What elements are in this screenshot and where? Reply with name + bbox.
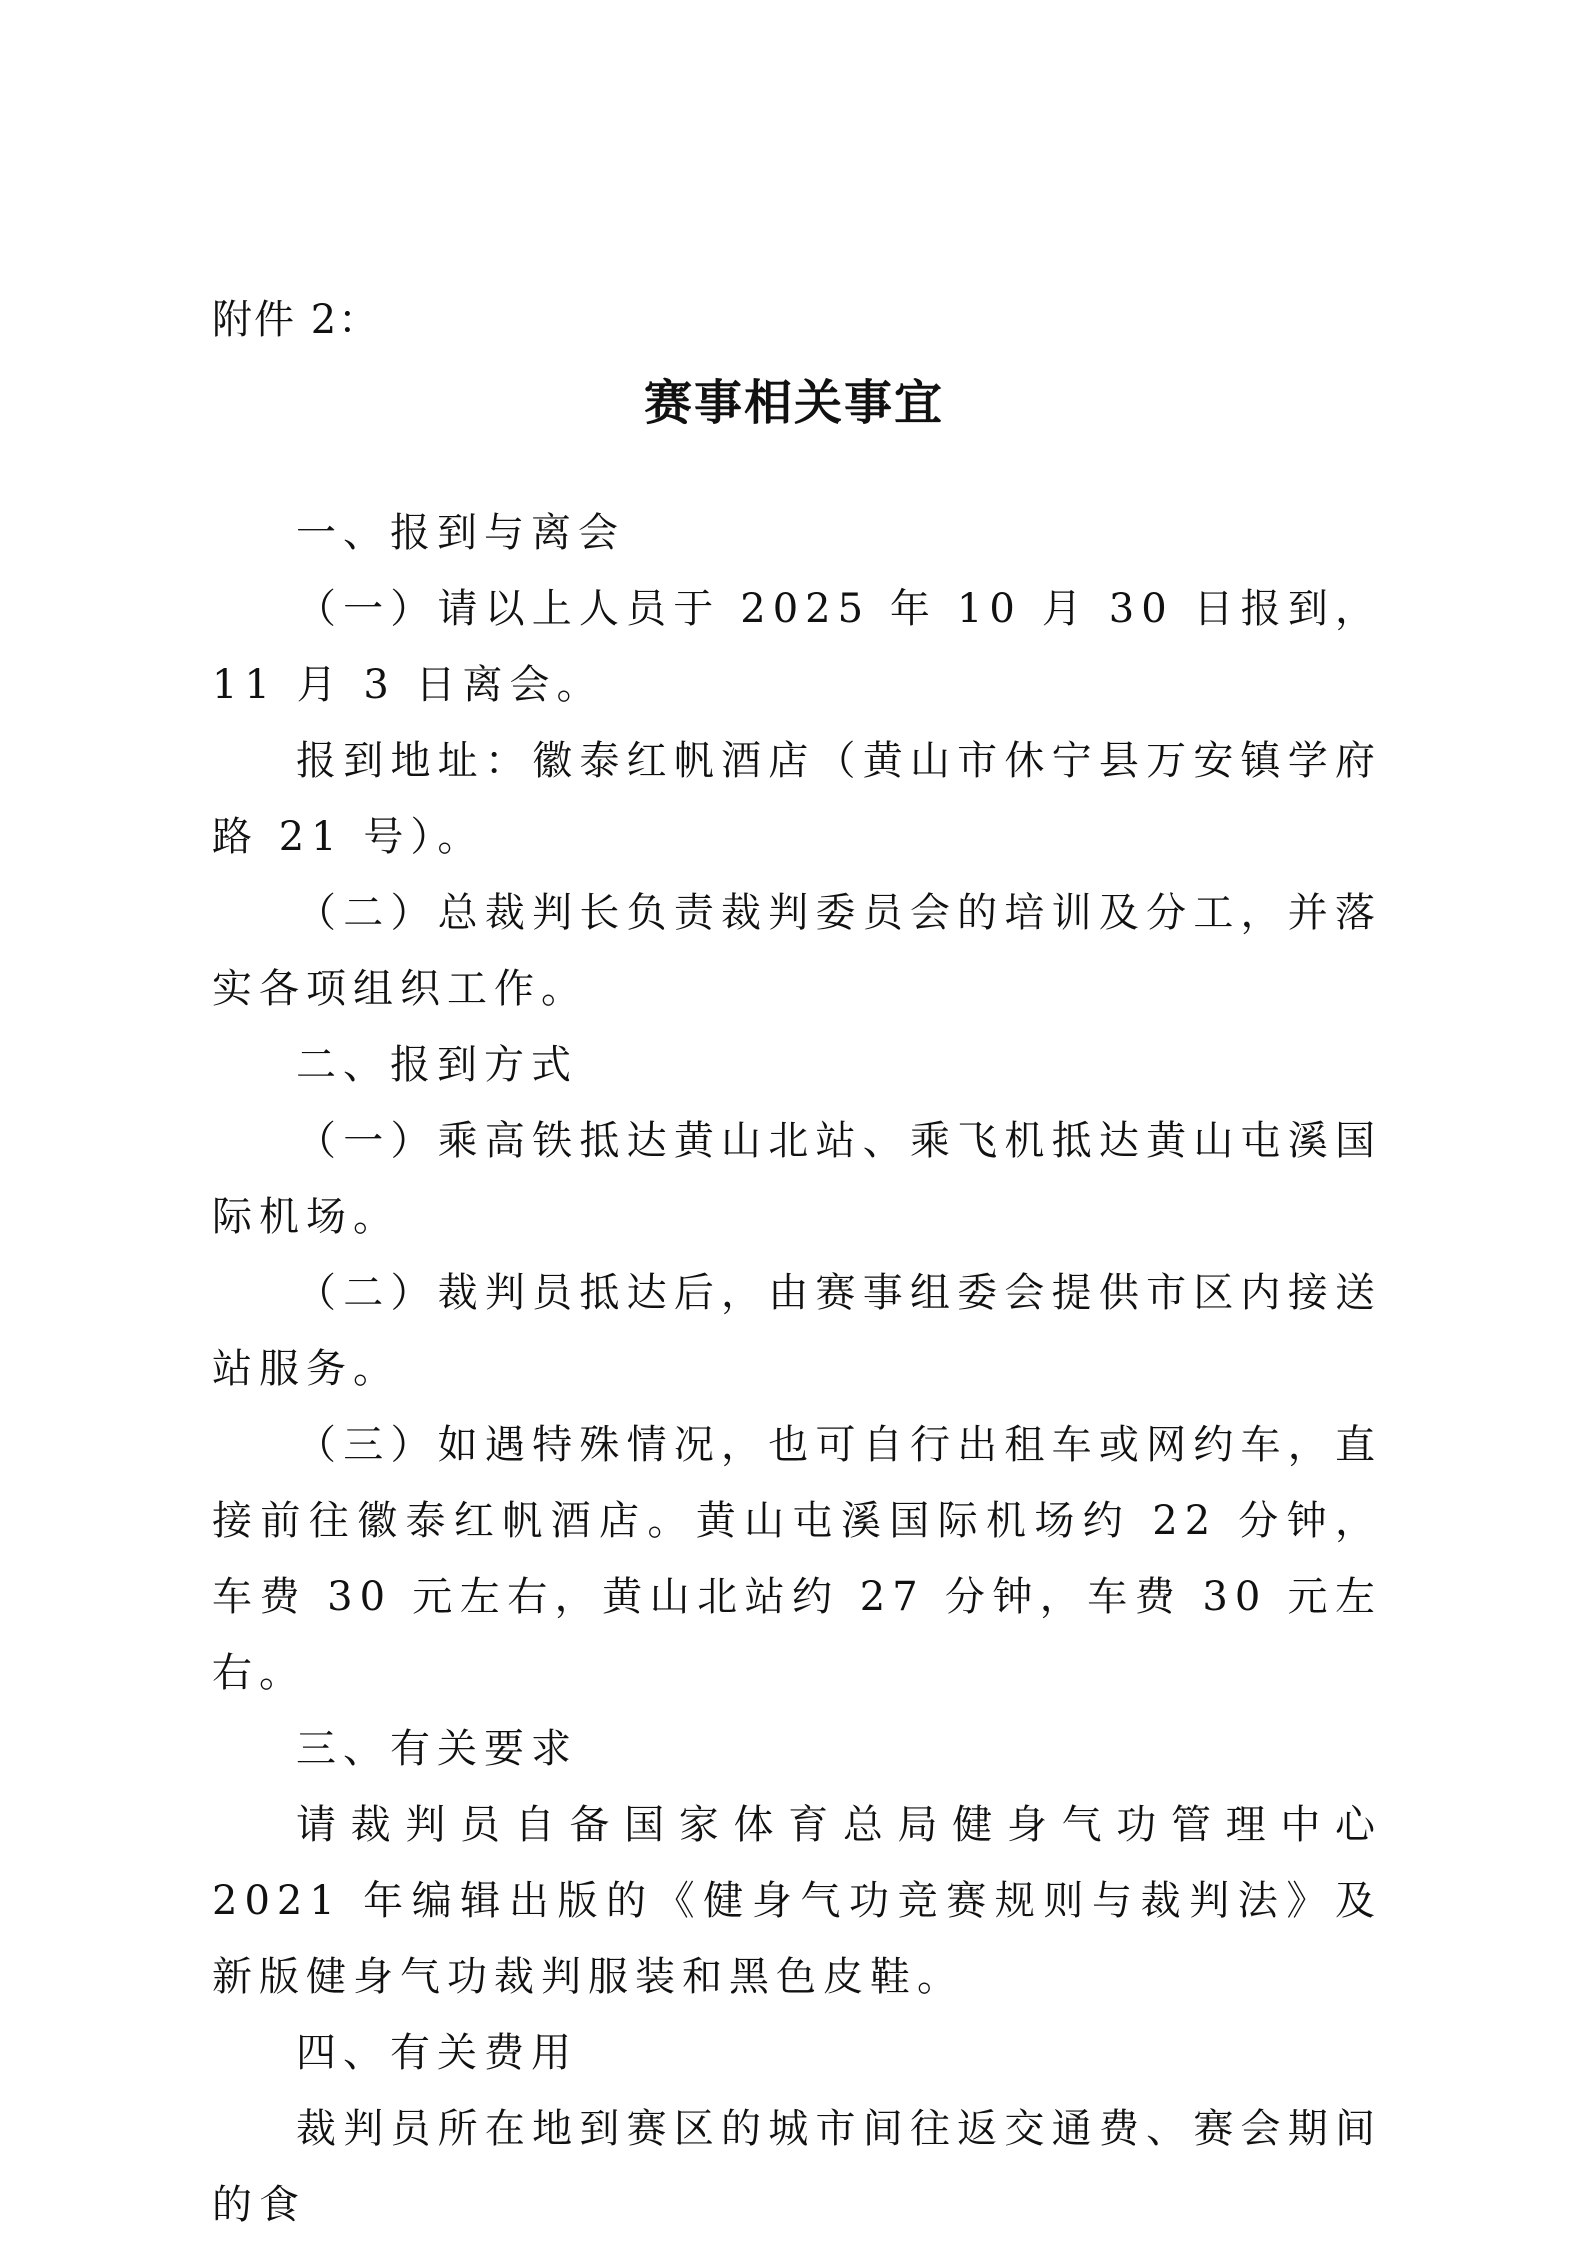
section-heading-costs: 四、有关费用 bbox=[296, 2030, 578, 2076]
document-title: 赛事相关事宜 bbox=[643, 375, 944, 431]
paragraph-registration-address: 报到地址：徽泰红帆酒店（黄山市休宁县万安镇学府路 21 号）。 bbox=[212, 738, 1382, 860]
paragraph-arrival-transport: （一）乘高铁抵达黄山北站、乘飞机抵达黄山屯溪国际机场。 bbox=[212, 1118, 1382, 1240]
paragraph-chief-referee: （二）总裁判长负责裁判委员会的培训及分工，并落实各项组织工作。 bbox=[212, 890, 1382, 1012]
section-heading-registration: 一、报到与离会 bbox=[296, 510, 625, 556]
paragraph-pickup-service: （二）裁判员抵达后，由赛事组委会提供市区内接送站服务。 bbox=[212, 1270, 1382, 1392]
document-body bbox=[212, 495, 1382, 2243]
paragraph-special-cases: （三）如遇特殊情况，也可自行出租车或网约车，直接前往徽泰红帆酒店。黄山屯溪国际机场约 22 分钟，车费 30 元左右，黄山北站约 27 分钟，车费 30 元左右。 bbox=[212, 1422, 1382, 1696]
section-heading-arrival: 二、报到方式 bbox=[296, 1042, 578, 1088]
section-heading-requirements: 三、有关要求 bbox=[296, 1726, 578, 1772]
attachment-label: 附件 2： bbox=[212, 297, 381, 343]
paragraph-registration-date: （一）请以上人员于 2025 年 10 月 30 日报到，11 月 3 日离会。 bbox=[212, 586, 1382, 708]
paragraph-costs: 裁判员所在地到赛区的城市间往返交通费、赛会期间的食 bbox=[212, 2106, 1382, 2228]
paragraph-requirements: 请裁判员自备国家体育总局健身气功管理中心 2021 年编辑出版的《健身气功竞赛规则与裁判法》及新版健身气功裁判服装和黑色皮鞋。 bbox=[212, 1802, 1382, 2000]
